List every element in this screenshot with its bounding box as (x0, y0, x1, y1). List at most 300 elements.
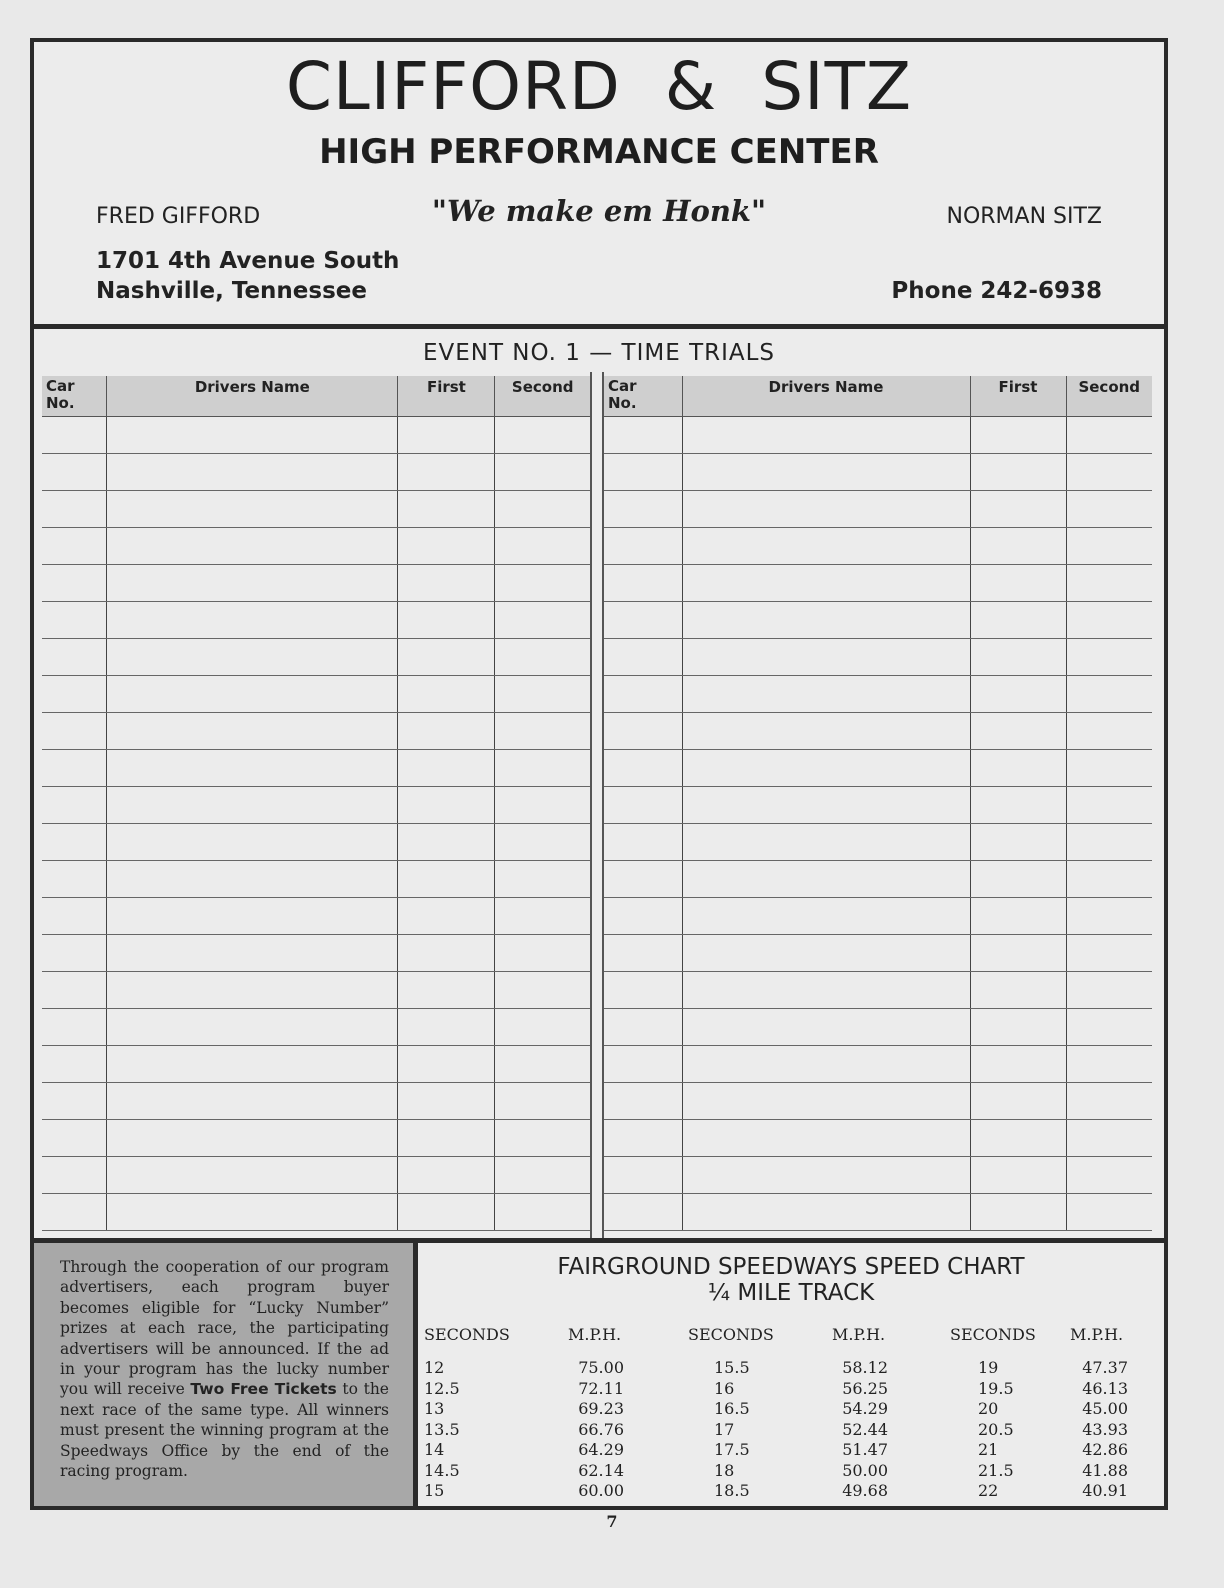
second-time-cell[interactable] (495, 602, 590, 639)
lucky-prize: Two Free Tickets (190, 1380, 337, 1399)
car-no-cell[interactable] (604, 972, 682, 1009)
table-row (604, 824, 1152, 861)
first-time-cell[interactable] (970, 1046, 1066, 1083)
drivers-name-cell[interactable] (682, 898, 970, 935)
drivers-name-cell[interactable] (107, 528, 398, 565)
drivers-name-cell[interactable] (682, 1046, 970, 1083)
table-row (42, 861, 590, 898)
table-row (604, 602, 1152, 639)
page-number: 7 (606, 1512, 618, 1531)
mph-value: 47.37 (1082, 1358, 1128, 1377)
table-row (604, 935, 1152, 972)
seconds-value: 18 (714, 1460, 735, 1480)
table-row (604, 1009, 1152, 1046)
table-row (42, 1157, 590, 1194)
table-row (42, 972, 590, 1009)
second-time-cell[interactable] (1066, 750, 1152, 787)
lucky-text-start: Through the cooperation of our program advertisers, each program buyer becomes eligible for “Lucky Number” prizes at each race, the participating advertisers will be announced. If the ad in your program has the lucky number you will receive (60, 1258, 389, 1399)
table-row (604, 713, 1152, 750)
table-row (604, 1194, 1152, 1231)
seconds-value: 16 (714, 1378, 735, 1398)
drivers-name-cell[interactable] (107, 935, 398, 972)
mph-value: 42.86 (1082, 1440, 1128, 1459)
first-time-cell[interactable] (970, 972, 1066, 1009)
first-time-cell[interactable] (970, 528, 1066, 565)
table-row (42, 676, 590, 713)
drivers-name-cell[interactable] (107, 750, 398, 787)
car-no-cell[interactable] (604, 1009, 682, 1046)
header-car-no: Car No. (42, 376, 107, 417)
mph-column-1 (568, 1325, 624, 1502)
car-no-cell[interactable] (604, 898, 682, 935)
car-no-cell[interactable] (42, 1046, 107, 1083)
seconds-value: 14.5 (424, 1460, 460, 1480)
mph-column-3 (1070, 1325, 1128, 1502)
second-time-cell[interactable] (1066, 713, 1152, 750)
car-no-cell[interactable] (604, 1083, 682, 1120)
drivers-name-cell[interactable] (682, 750, 970, 787)
car-no-cell[interactable] (604, 713, 682, 750)
drivers-name-cell[interactable] (107, 454, 398, 491)
car-no-cell[interactable] (42, 676, 107, 713)
second-time-cell[interactable] (1066, 1009, 1152, 1046)
car-no-cell[interactable] (42, 898, 107, 935)
table-header-row (604, 376, 1152, 417)
header-car-no: Car No. (604, 376, 682, 417)
first-time-cell[interactable] (398, 676, 495, 713)
second-time-cell[interactable] (495, 972, 590, 1009)
car-no-cell[interactable] (42, 935, 107, 972)
drivers-name-cell[interactable] (107, 639, 398, 676)
second-time-cell[interactable] (1066, 1046, 1152, 1083)
drivers-name-cell[interactable] (682, 454, 970, 491)
table-row (42, 898, 590, 935)
table-row (604, 565, 1152, 602)
drivers-name-cell[interactable] (107, 1120, 398, 1157)
second-time-cell[interactable] (1066, 861, 1152, 898)
drivers-name-cell[interactable] (107, 417, 398, 454)
ad-subtitle: HIGH PERFORMANCE CENTER (319, 132, 879, 172)
second-time-cell[interactable] (1066, 528, 1152, 565)
lucky-number-notice (34, 1243, 418, 1506)
drivers-name-cell[interactable] (682, 787, 970, 824)
mph-value: 54.29 (842, 1399, 888, 1418)
seconds-value: 17.5 (714, 1440, 750, 1459)
drivers-name-cell[interactable] (107, 713, 398, 750)
drivers-name-cell[interactable] (107, 1157, 398, 1194)
second-time-cell[interactable] (495, 861, 590, 898)
car-no-cell[interactable] (604, 1046, 682, 1083)
first-time-cell[interactable] (970, 602, 1066, 639)
seconds-value: 13.5 (424, 1419, 460, 1439)
first-time-cell[interactable] (398, 528, 495, 565)
first-time-cell[interactable] (970, 676, 1066, 713)
mph-value: 75.00 (578, 1358, 624, 1377)
first-time-cell[interactable] (398, 861, 495, 898)
car-no-cell[interactable] (42, 491, 107, 528)
second-time-cell[interactable] (1066, 1194, 1152, 1231)
car-no-cell[interactable] (604, 935, 682, 972)
event-title: EVENT NO. 1 — TIME TRIALS (422, 340, 776, 366)
seconds-value: 20 (978, 1399, 999, 1418)
car-no-cell[interactable] (42, 824, 107, 861)
table-row (604, 491, 1152, 528)
drivers-name-cell[interactable] (682, 1194, 970, 1231)
first-time-cell[interactable] (970, 1120, 1066, 1157)
mph-header: M.P.H. (568, 1325, 622, 1344)
first-time-cell[interactable] (398, 1046, 495, 1083)
table-row (42, 417, 590, 454)
drivers-name-cell[interactable] (107, 1009, 398, 1046)
speed-chart-subtitle: ¼ MILE TRACK (707, 1280, 875, 1306)
table-row (604, 787, 1152, 824)
first-time-cell[interactable] (970, 1194, 1066, 1231)
seconds-value: 21 (978, 1440, 999, 1459)
second-time-cell[interactable] (495, 454, 590, 491)
table-row (604, 1046, 1152, 1083)
lucky-text-end: to the next race of the same type. All winners must present the winning program at the Speedways Office by the end of the racing program. (60, 1380, 389, 1481)
header-first: First (398, 376, 495, 417)
drivers-name-cell[interactable] (682, 528, 970, 565)
seconds-header: SECONDS (950, 1325, 1036, 1344)
ad-phone: Phone 242-6938 (891, 278, 1102, 304)
mph-value: 72.11 (578, 1378, 624, 1398)
second-time-cell[interactable] (495, 491, 590, 528)
second-time-cell[interactable] (1066, 491, 1152, 528)
ad-owner-right: NORMAN SITZ (946, 204, 1102, 229)
second-time-cell[interactable] (495, 713, 590, 750)
ad-slogan: "We make em Honk" (431, 194, 767, 228)
car-no-cell[interactable] (42, 454, 107, 491)
car-no-cell[interactable] (604, 417, 682, 454)
second-time-cell[interactable] (1066, 898, 1152, 935)
second-time-cell[interactable] (495, 824, 590, 861)
table-row (604, 972, 1152, 1009)
seconds-header: SECONDS (424, 1325, 510, 1344)
table-row (42, 602, 590, 639)
speed-chart (418, 1243, 1164, 1506)
first-time-cell[interactable] (398, 1009, 495, 1046)
car-no-cell[interactable] (604, 750, 682, 787)
table-row (42, 1120, 590, 1157)
car-no-cell[interactable] (42, 787, 107, 824)
first-time-cell[interactable] (398, 750, 495, 787)
second-time-cell[interactable] (1066, 1083, 1152, 1120)
drivers-name-cell[interactable] (682, 1120, 970, 1157)
car-no-cell[interactable] (604, 1157, 682, 1194)
drivers-name-cell[interactable] (682, 1157, 970, 1194)
first-time-cell[interactable] (398, 1194, 495, 1231)
car-no-cell[interactable] (604, 824, 682, 861)
first-time-cell[interactable] (398, 491, 495, 528)
car-no-cell[interactable] (42, 602, 107, 639)
car-no-cell[interactable] (604, 454, 682, 491)
header-first: First (970, 376, 1066, 417)
first-time-cell[interactable] (970, 454, 1066, 491)
drivers-name-cell[interactable] (107, 824, 398, 861)
car-no-cell[interactable] (42, 1157, 107, 1194)
header-second: Second (1066, 376, 1152, 417)
car-no-cell[interactable] (42, 1009, 107, 1046)
first-time-cell[interactable] (970, 787, 1066, 824)
first-time-cell[interactable] (970, 750, 1066, 787)
drivers-name-cell[interactable] (107, 565, 398, 602)
second-time-cell[interactable] (495, 1194, 590, 1231)
table-row (42, 528, 590, 565)
car-no-cell[interactable] (42, 1083, 107, 1120)
seconds-value: 15.5 (714, 1358, 750, 1377)
drivers-name-cell[interactable] (682, 1009, 970, 1046)
drivers-name-cell[interactable] (107, 1083, 398, 1120)
advertisement (34, 42, 1164, 329)
car-no-cell[interactable] (604, 1120, 682, 1157)
seconds-value: 12.5 (424, 1378, 460, 1398)
mph-column-2 (832, 1325, 888, 1502)
ad-address-city: Nashville, Tennessee (96, 278, 367, 304)
car-no-cell[interactable] (42, 1194, 107, 1231)
seconds-value: 21.5 (978, 1460, 1014, 1480)
seconds-header: SECONDS (688, 1325, 774, 1344)
car-no-cell[interactable] (604, 676, 682, 713)
car-no-cell[interactable] (604, 1194, 682, 1231)
car-no-cell[interactable] (604, 639, 682, 676)
first-time-cell[interactable] (398, 1083, 495, 1120)
drivers-name-cell[interactable] (107, 787, 398, 824)
first-time-cell[interactable] (970, 565, 1066, 602)
mph-header: M.P.H. (1070, 1325, 1124, 1344)
table-body (604, 417, 1152, 1231)
second-time-cell[interactable] (1066, 602, 1152, 639)
first-time-cell[interactable] (398, 602, 495, 639)
second-time-cell[interactable] (495, 676, 590, 713)
seconds-value: 14 (424, 1440, 445, 1459)
time-trials-table-left (42, 376, 590, 1231)
first-time-cell[interactable] (398, 454, 495, 491)
first-time-cell[interactable] (398, 639, 495, 676)
drivers-name-cell[interactable] (682, 417, 970, 454)
second-time-cell[interactable] (495, 417, 590, 454)
second-time-cell[interactable] (495, 750, 590, 787)
column-divider (590, 372, 604, 1238)
mph-value: 51.47 (842, 1440, 888, 1459)
mph-value: 41.88 (1082, 1460, 1128, 1480)
drivers-name-cell[interactable] (107, 1046, 398, 1083)
second-time-cell[interactable] (495, 1046, 590, 1083)
car-no-cell[interactable] (604, 528, 682, 565)
table-body (42, 417, 590, 1231)
second-time-cell[interactable] (495, 787, 590, 824)
drivers-name-cell[interactable] (107, 972, 398, 1009)
second-time-cell[interactable] (495, 565, 590, 602)
car-no-cell[interactable] (42, 750, 107, 787)
seconds-value: 22 (978, 1481, 999, 1500)
car-no-cell[interactable] (604, 491, 682, 528)
first-time-cell[interactable] (398, 417, 495, 454)
seconds-value: 20.5 (978, 1419, 1014, 1439)
page-frame (30, 38, 1168, 1510)
second-time-cell[interactable] (495, 1120, 590, 1157)
second-time-cell[interactable] (495, 1157, 590, 1194)
mph-value: 58.12 (842, 1358, 888, 1377)
header-drivers-name: Drivers Name (682, 376, 970, 417)
table-header-row (42, 376, 590, 417)
second-time-cell[interactable] (495, 898, 590, 935)
first-time-cell[interactable] (970, 1083, 1066, 1120)
drivers-name-cell[interactable] (682, 639, 970, 676)
table-row (42, 1046, 590, 1083)
mph-value: 69.23 (578, 1399, 624, 1418)
drivers-name-cell[interactable] (682, 861, 970, 898)
table-row (42, 454, 590, 491)
drivers-name-cell[interactable] (682, 491, 970, 528)
first-time-cell[interactable] (398, 972, 495, 1009)
table-row (604, 1083, 1152, 1120)
header-second: Second (495, 376, 590, 417)
table-row (42, 1083, 590, 1120)
drivers-name-cell[interactable] (682, 824, 970, 861)
first-time-cell[interactable] (970, 1157, 1066, 1194)
car-no-cell[interactable] (42, 861, 107, 898)
drivers-name-cell[interactable] (682, 565, 970, 602)
first-time-cell[interactable] (398, 935, 495, 972)
first-time-cell[interactable] (970, 935, 1066, 972)
time-trials-table-right (604, 376, 1152, 1231)
header-drivers-name: Drivers Name (107, 376, 398, 417)
seconds-value: 18.5 (714, 1481, 750, 1500)
first-time-cell[interactable] (970, 713, 1066, 750)
table-row (604, 1120, 1152, 1157)
drivers-name-cell[interactable] (107, 898, 398, 935)
first-time-cell[interactable] (398, 1157, 495, 1194)
car-no-cell[interactable] (604, 602, 682, 639)
mph-value: 56.25 (842, 1378, 888, 1398)
table-row (604, 898, 1152, 935)
second-time-cell[interactable] (1066, 787, 1152, 824)
second-time-cell[interactable] (1066, 565, 1152, 602)
drivers-name-cell[interactable] (107, 676, 398, 713)
first-time-cell[interactable] (398, 565, 495, 602)
drivers-name-cell[interactable] (682, 676, 970, 713)
car-no-cell[interactable] (42, 639, 107, 676)
seconds-value: 15 (424, 1481, 445, 1500)
table-row (604, 528, 1152, 565)
first-time-cell[interactable] (398, 1120, 495, 1157)
first-time-cell[interactable] (398, 713, 495, 750)
seconds-value: 19.5 (978, 1378, 1014, 1398)
seconds-column-1 (424, 1325, 534, 1502)
table-row (604, 454, 1152, 491)
first-time-cell[interactable] (970, 861, 1066, 898)
first-time-cell[interactable] (970, 824, 1066, 861)
table-row (42, 565, 590, 602)
table-row (42, 824, 590, 861)
mph-value: 46.13 (1082, 1378, 1128, 1398)
seconds-column-2 (688, 1325, 798, 1502)
car-no-cell[interactable] (42, 528, 107, 565)
ad-title: CLIFFORD & SITZ (285, 48, 913, 125)
seconds-value: 12 (424, 1358, 445, 1377)
speed-chart-title: FAIRGROUND SPEEDWAYS SPEED CHART (557, 1254, 1025, 1280)
second-time-cell[interactable] (1066, 824, 1152, 861)
car-no-cell[interactable] (42, 713, 107, 750)
second-time-cell[interactable] (495, 639, 590, 676)
ad-owner-left: FRED GIFFORD (96, 204, 261, 229)
second-time-cell[interactable] (1066, 417, 1152, 454)
car-no-cell[interactable] (42, 565, 107, 602)
mph-value: 62.14 (578, 1460, 624, 1480)
drivers-name-cell[interactable] (682, 713, 970, 750)
mph-value: 45.00 (1082, 1399, 1128, 1418)
mph-value: 49.68 (842, 1481, 888, 1500)
second-time-cell[interactable] (1066, 935, 1152, 972)
table-row (42, 935, 590, 972)
drivers-name-cell[interactable] (107, 491, 398, 528)
drivers-name-cell[interactable] (682, 602, 970, 639)
first-time-cell[interactable] (398, 787, 495, 824)
table-row (604, 1157, 1152, 1194)
second-time-cell[interactable] (1066, 972, 1152, 1009)
drivers-name-cell[interactable] (682, 1083, 970, 1120)
mph-value: 60.00 (578, 1481, 624, 1500)
second-time-cell[interactable] (495, 528, 590, 565)
table-row (42, 713, 590, 750)
table-row (42, 1009, 590, 1046)
first-time-cell[interactable] (970, 417, 1066, 454)
seconds-value: 19 (978, 1358, 999, 1377)
drivers-name-cell[interactable] (107, 1194, 398, 1231)
drivers-name-cell[interactable] (682, 935, 970, 972)
mph-value: 50.00 (842, 1460, 888, 1480)
car-no-cell[interactable] (604, 861, 682, 898)
drivers-name-cell[interactable] (107, 861, 398, 898)
table-row (604, 639, 1152, 676)
table-row (42, 491, 590, 528)
second-time-cell[interactable] (1066, 1120, 1152, 1157)
drivers-name-cell[interactable] (682, 972, 970, 1009)
mph-value: 40.91 (1082, 1481, 1128, 1500)
first-time-cell[interactable] (398, 824, 495, 861)
car-no-cell[interactable] (604, 565, 682, 602)
second-time-cell[interactable] (495, 1009, 590, 1046)
drivers-name-cell[interactable] (107, 602, 398, 639)
car-no-cell[interactable] (42, 972, 107, 1009)
mph-value: 64.29 (578, 1440, 624, 1459)
ad-address-street: 1701 4th Avenue South (96, 248, 400, 274)
car-no-cell[interactable] (604, 787, 682, 824)
second-time-cell[interactable] (1066, 454, 1152, 491)
second-time-cell[interactable] (1066, 639, 1152, 676)
car-no-cell[interactable] (42, 1120, 107, 1157)
seconds-value: 13 (424, 1399, 445, 1418)
first-time-cell[interactable] (970, 898, 1066, 935)
second-time-cell[interactable] (495, 1083, 590, 1120)
seconds-column-3 (950, 1325, 1060, 1502)
car-no-cell[interactable] (42, 417, 107, 454)
first-time-cell[interactable] (970, 491, 1066, 528)
first-time-cell[interactable] (970, 1009, 1066, 1046)
second-time-cell[interactable] (1066, 1157, 1152, 1194)
seconds-value: 16.5 (714, 1399, 750, 1418)
second-time-cell[interactable] (495, 935, 590, 972)
table-row (604, 861, 1152, 898)
mph-header: M.P.H. (832, 1325, 886, 1344)
first-time-cell[interactable] (398, 898, 495, 935)
mph-value: 66.76 (578, 1419, 624, 1439)
table-row (42, 750, 590, 787)
first-time-cell[interactable] (970, 639, 1066, 676)
table-row (42, 639, 590, 676)
second-time-cell[interactable] (1066, 676, 1152, 713)
